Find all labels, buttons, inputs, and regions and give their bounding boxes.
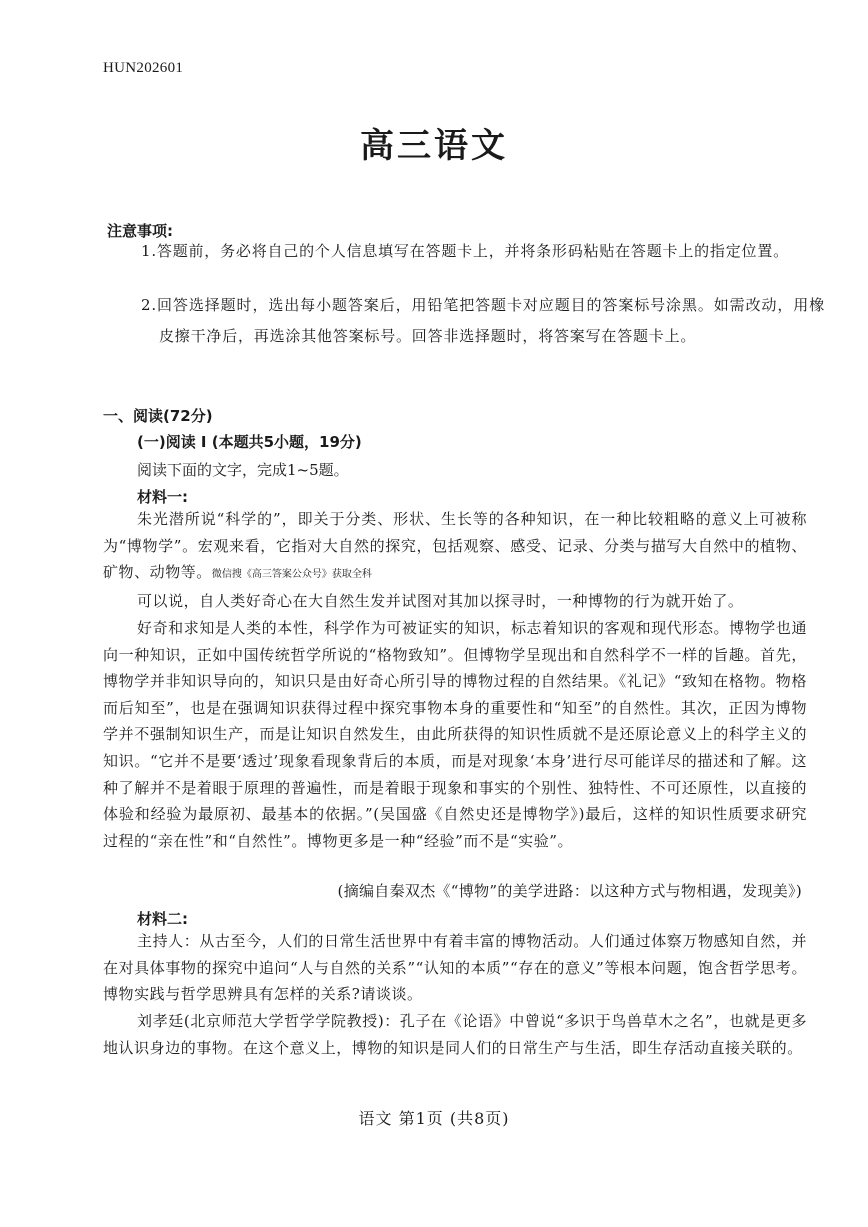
material-2-heading: 材料二: bbox=[137, 910, 188, 928]
material-1-paragraph-1 bbox=[103, 506, 807, 589]
sub-section-heading: (一)阅读 I (本题共5小题，19分) bbox=[137, 433, 362, 451]
material-1-paragraph-2: 可以说，自人类好奇心在大自然生发并试图对其加以探寻时，一种博物的行为就开始了。 bbox=[137, 592, 744, 610]
section-heading: 一、阅读(72分) bbox=[103, 407, 213, 425]
material-1-paragraph-3: 好奇和求知是人类的本性，科学作为可被证实的知识，标志着知识的客观和现代形态。博物学也通向一种知识，正如中国传统哲学所说的“格物致知”。但博物学呈现出和自然科学不一样的旨趣。首先，博物学并非知识导向的，知识只是由好奇心所引导的博物过程的自然结果。《礼记》“致知在格物。物格而后知至”，也是在强调知识获得过程中探究事物本身的重要性和“知至”的自然性。其次，正因为博物学并不强制知识生产，而是让知识自然发生，由此所获得的知识性质就不是还原论意义上的科学主义的知识。“它并不是要‘透过’现象看现象背后的本质，而是对现象‘本身’进行尽可能详尽的描述和了解。这种了解并不是着眼于原理的普遍性，而是着眼于现象和事实的个别性、独特性、不可还原性，以直接的体验和经验为最原初、最基本的依据。”(吴国盛《自然史还是博物学》)最后，这样的知识性质要求研究过程的“亲在性”和“自然性”。博物更多是一种“经验”而不是“实验”。 bbox=[103, 619, 807, 850]
watermark-text: 微信搜《高三答案公众号》获取全科 bbox=[211, 569, 372, 581]
material-1-source: (摘编自秦双杰《“博物”的美学进路：以这种方式与物相遇，发现美》) bbox=[337, 882, 802, 900]
reading-instruction: 阅读下面的文字，完成1~5题。 bbox=[137, 461, 349, 479]
page-title: 高三语文 bbox=[360, 126, 508, 166]
notice-heading: 注意事项: bbox=[107, 222, 173, 240]
material-1-paragraph-1-text: 朱光潜所说“科学的”，即关于分类、形状、生长等的各种知识，在一种比较粗略的意义上可被称为“博物学”。宏观来看，它指对大自然的探究，包括观察、感受、记录、分类与描写大自然中的植物、矿物、动物等。 bbox=[103, 510, 807, 582]
notice-item-1: 1.答题前，务必将自己的个人信息填写在答题卡上，并将条形码粘贴在答题卡上的指定位置。 bbox=[141, 242, 789, 260]
material-2-paragraph-2: 刘孝廷(北京师范大学哲学学院教授)：孔子在《论语》中曾说“多识于鸟兽草木之名”，也就是更多地认识身边的事物。在这个意义上，博物的知识是同人们的日常生产与生活，即生存活动直接关联的。 bbox=[103, 1012, 807, 1057]
material-1-heading: 材料一: bbox=[137, 488, 188, 506]
page-footer: 语文 第1页 (共8页) bbox=[358, 1109, 510, 1128]
notice-item-2: 2.回答选择题时，选出每小题答案后，用铅笔把答题卡对应题目的答案标号涂黑。如需改动，用橡皮擦干净后，再选涂其他答案标号。回答非选择题时，将答案写在答题卡上。 bbox=[141, 296, 825, 345]
material-2-paragraph-1: 主持人：从古至今，人们的日常生活世界中有着丰富的博物活动。人们通过体察万物感知自然，并在对具体事物的探究中追问“人与自然的关系”“认知的本质”“存在的意义”等根本问题，饱含哲学思考。博物实践与哲学思辨具有怎样的关系?请谈谈。 bbox=[103, 932, 807, 1004]
exam-code: HUN202601 bbox=[103, 60, 184, 76]
